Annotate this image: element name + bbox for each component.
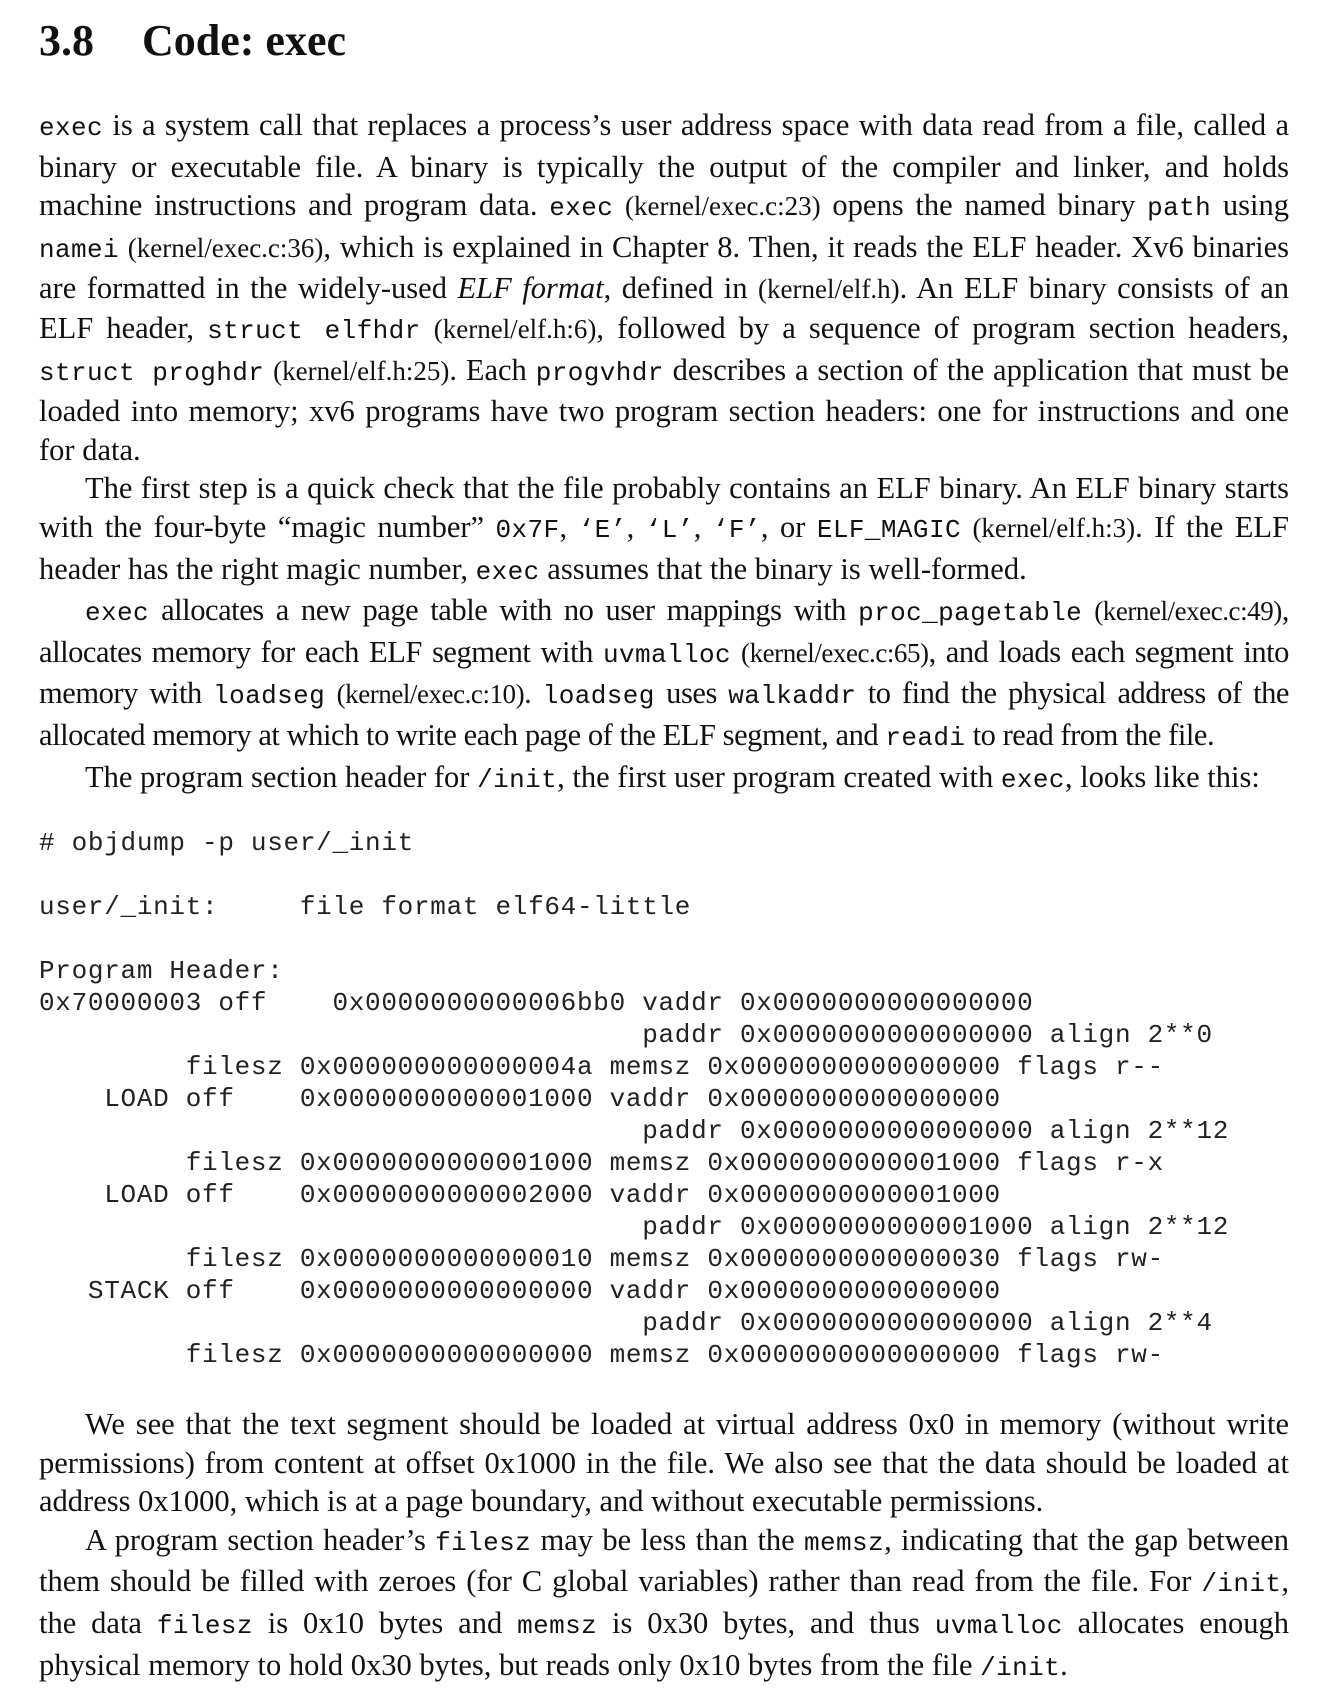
text-run: . xyxy=(1060,1647,1068,1682)
source-reference: (kernel/exec.c:36) xyxy=(127,232,324,263)
text-run: may be less than the xyxy=(531,1522,805,1557)
source-reference: (kernel/exec.c:10) xyxy=(336,679,525,710)
listing-line: LOAD off 0x0000000000001000 vaddr 0x0000000000000000 xyxy=(39,1084,1001,1115)
source-reference: (kernel/exec.c:65) xyxy=(741,637,929,668)
text-run: , the data xyxy=(39,1564,1289,1641)
text-run: The first step is a quick check that the file probably contains an ELF binary. An ELF binary starts with the four-byte “magic number” xyxy=(39,471,1289,544)
listing-line: filesz 0x000000000000004a memsz 0x0000000000000000 flags r-- xyxy=(39,1052,1164,1083)
objdump-file-format: user/_init: file format elf64-little xyxy=(39,892,692,923)
text-run: , xyxy=(693,509,713,544)
source-reference: (kernel/exec.c:49) xyxy=(1094,596,1282,627)
text-run: . Each xyxy=(449,352,536,387)
text-run: is a system call that replaces a process’s user address space with data read from a file, called a binary or executable file. A binary is typically the output of the compiler and linker, and holds machine instructions and program data. xyxy=(39,108,1289,223)
text-run: , allocates memory for each ELF segment with xyxy=(39,593,1289,669)
text-run: . If the ELF header has the right magic number, xyxy=(39,509,1289,586)
code-term: /init xyxy=(477,764,558,795)
code-term: exec xyxy=(1000,764,1065,795)
code-term: struct elfhdr xyxy=(207,315,421,346)
code-term: memsz xyxy=(517,1611,598,1642)
text-run: The program section header for xyxy=(85,759,478,794)
body-text-continued xyxy=(39,1405,1289,1687)
text-run: We see that the text segment should be loaded at virtual address 0x0 in memory (without write permissions) from content at offset 0x1000 in the file. We also see that the data should be loaded at address 0x1000, which is at a page boundary, and without executable permissions. xyxy=(39,1407,1289,1519)
text-run: , or xyxy=(760,509,817,544)
listing-line: filesz 0x0000000000000000 memsz 0x0000000000000000 flags rw- xyxy=(39,1340,1164,1371)
text-run: , indicating that the gap between them should be filled with zeroes (for C global variables) rather than read from the file. For xyxy=(39,1522,1289,1599)
text-run: opens the named binary xyxy=(820,188,1148,223)
code-term: filesz xyxy=(156,1611,253,1642)
code-term: ‘L’ xyxy=(645,514,694,545)
listing-line: paddr 0x0000000000000000 align 2**4 xyxy=(39,1308,1213,1339)
text-run: , followed by a sequence of program section headers, xyxy=(596,310,1289,345)
code-term: ‘F’ xyxy=(712,514,761,545)
text-run: is 0x30 bytes, and thus xyxy=(597,1606,935,1641)
paragraph-init-header xyxy=(39,758,1289,800)
code-term: loadseg xyxy=(542,681,655,712)
listing-line: LOAD off 0x0000000000002000 vaddr 0x0000000000001000 xyxy=(39,1180,1001,1211)
listing-line: Program Header: xyxy=(39,956,284,987)
section-number: 3.8 xyxy=(39,16,94,65)
text-run: , xyxy=(626,509,646,544)
code-term: progvhdr xyxy=(535,357,664,388)
listing-line: filesz 0x0000000000000010 memsz 0x0000000000000030 flags rw- xyxy=(39,1244,1164,1275)
text-run: , looks like this: xyxy=(1064,759,1260,794)
document-page xyxy=(39,10,1289,1687)
source-reference: (kernel/elf.h) xyxy=(758,274,900,305)
source-reference: (kernel/elf.h:6) xyxy=(433,313,597,344)
section-title: Code: exec xyxy=(142,16,347,65)
text-run: is 0x10 bytes and xyxy=(252,1606,518,1641)
source-reference: (kernel/elf.h:3) xyxy=(972,512,1136,543)
code-term: exec xyxy=(85,598,150,629)
code-term: /init xyxy=(1201,1569,1282,1600)
text-run: , which is explained in Chapter 8. Then, it reads the ELF header. Xv6 binaries are formatted in the widely-used xyxy=(39,229,1290,306)
text-run: , defined in xyxy=(603,271,758,306)
code-term: path xyxy=(1147,193,1212,224)
text-run: A program section header’s xyxy=(85,1522,436,1557)
code-term: readi xyxy=(885,722,966,753)
text-run: . xyxy=(524,676,543,711)
text-run: describes a section of the application that must be loaded into memory; xv6 programs have two program section headers: one for instructions and one for data. xyxy=(39,352,1289,467)
source-reference: (kernel/exec.c:23) xyxy=(625,191,821,222)
paragraph-filesz-memsz xyxy=(39,1521,1289,1687)
listing-line: paddr 0x0000000000000000 align 2**0 xyxy=(39,1020,1213,1051)
text-run: , and loads each segment into memory with xyxy=(39,634,1289,711)
text-run: uses xyxy=(654,676,729,711)
code-term: memsz xyxy=(804,1527,885,1558)
code-term: walkaddr xyxy=(728,681,857,712)
code-term: exec xyxy=(549,193,614,224)
objdump-program-header xyxy=(39,955,1289,1371)
text-run: , xyxy=(559,509,579,544)
paragraph-segment-addresses xyxy=(39,1405,1289,1521)
paragraph-allocation xyxy=(39,591,1289,757)
code-term: filesz xyxy=(435,1527,532,1558)
objdump-command: # objdump -p user/_init xyxy=(39,828,414,859)
section-heading xyxy=(39,10,1289,72)
code-term: struct proghdr xyxy=(39,357,265,388)
listing-line: paddr 0x0000000000000000 align 2**12 xyxy=(39,1116,1230,1147)
code-term: namei xyxy=(39,234,120,265)
text-run: assumes that the binary is well-formed. xyxy=(539,551,1027,586)
listing-line: 0x70000003 off 0x0000000000006bb0 vaddr 0x0000000000000000 xyxy=(39,988,1034,1019)
text-run: to find the physical address of the allocated memory at which to write each page of the ELF segment, and xyxy=(39,676,1289,752)
text-run: using xyxy=(1211,188,1289,223)
code-term: /init xyxy=(980,1652,1061,1683)
code-term: loadseg xyxy=(213,681,326,712)
source-reference: (kernel/elf.h:25) xyxy=(273,355,450,386)
emphasis-term: ELF format xyxy=(457,271,604,306)
text-run: to read from the file. xyxy=(965,717,1215,752)
code-term: 0x7F xyxy=(495,514,560,545)
code-term: uvmalloc xyxy=(934,1611,1063,1642)
paragraph-intro xyxy=(39,106,1289,469)
body-text xyxy=(39,106,1289,799)
text-run: allocates a new page table with no user mappings with xyxy=(149,593,859,628)
paragraph-magic-number xyxy=(39,469,1289,591)
listing-line: paddr 0x0000000000001000 align 2**12 xyxy=(39,1212,1230,1243)
code-term: exec xyxy=(39,113,104,143)
listing-line: filesz 0x0000000000001000 memsz 0x0000000000001000 flags r-x xyxy=(39,1148,1164,1179)
text-run: , the first user program created with xyxy=(557,759,1001,794)
code-term: ‘E’ xyxy=(578,514,627,545)
text-run: . An ELF binary consists of an ELF header, xyxy=(39,271,1289,345)
code-term: proc_pagetable xyxy=(858,598,1083,629)
listing-line: STACK off 0x0000000000000000 vaddr 0x0000000000000000 xyxy=(39,1276,1001,1307)
code-term: uvmalloc xyxy=(602,639,731,670)
code-term: exec xyxy=(475,556,540,587)
code-term: ELF_MAGIC xyxy=(816,514,961,545)
text-run: allocates enough physical memory to hold 0x30 bytes, but reads only 0x10 bytes from the file xyxy=(39,1606,1290,1682)
